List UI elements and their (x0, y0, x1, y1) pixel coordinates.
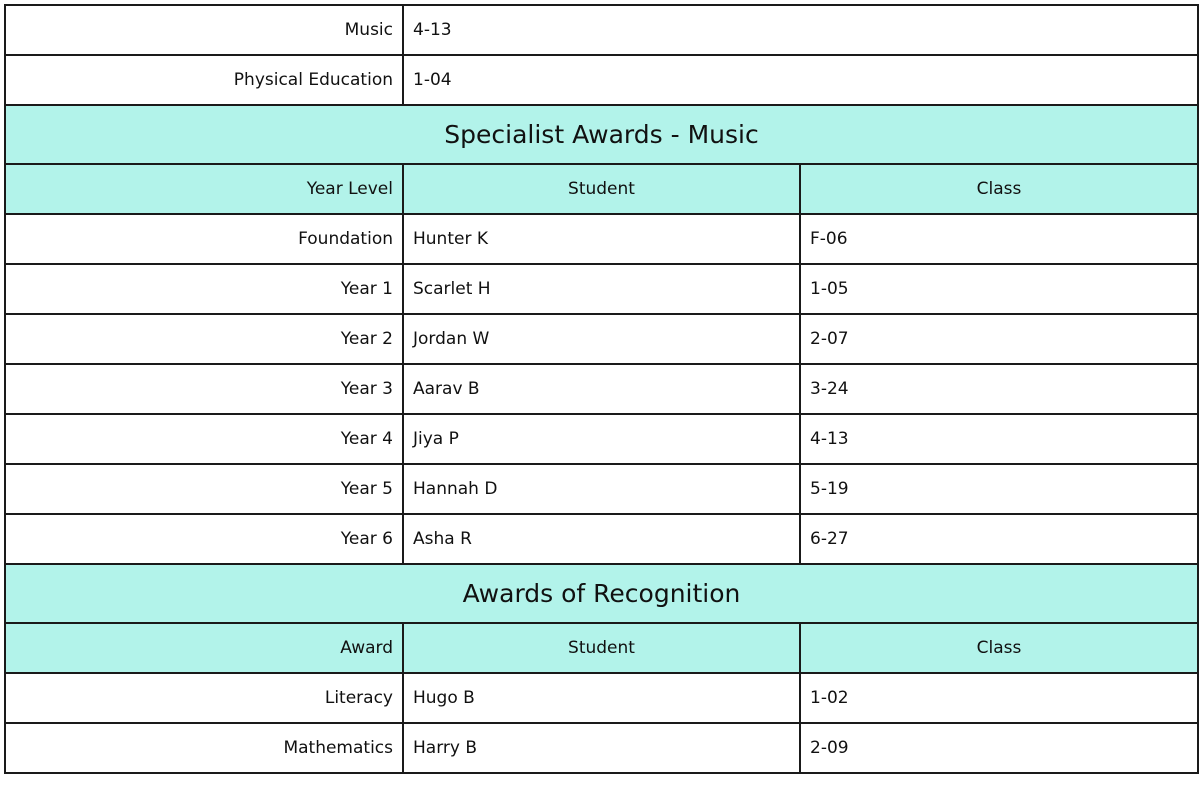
year-level-cell: Year 2 (5, 314, 403, 364)
class-cell: 2-07 (800, 314, 1198, 364)
student-cell: Hugo B (403, 673, 800, 723)
year-level-cell: Year 6 (5, 514, 403, 564)
column-header-class: Class (800, 164, 1198, 214)
section-header-specialist-music (5, 105, 1198, 164)
student-cell: Jiya P (403, 414, 800, 464)
award-cell: Mathematics (5, 723, 403, 773)
student-cell: Aarav B (403, 364, 800, 414)
year-level-cell: Year 5 (5, 464, 403, 514)
class-cell: 1-02 (800, 673, 1198, 723)
class-cell: 6-27 (800, 514, 1198, 564)
column-header-student: Student (403, 164, 800, 214)
table-row (5, 5, 1198, 55)
column-header-year-level: Year Level (5, 164, 403, 214)
table-row (5, 514, 1198, 564)
table-row (5, 364, 1198, 414)
column-header-class: Class (800, 623, 1198, 673)
student-cell: Hannah D (403, 464, 800, 514)
table-row (5, 673, 1198, 723)
class-cell: 2-09 (800, 723, 1198, 773)
class-cell: 3-24 (800, 364, 1198, 414)
section-header-recognition (5, 564, 1198, 623)
column-header-student: Student (403, 623, 800, 673)
subject-class: 4-13 (403, 5, 1198, 55)
year-level-cell: Year 3 (5, 364, 403, 414)
year-level-cell: Foundation (5, 214, 403, 264)
class-cell: F-06 (800, 214, 1198, 264)
year-level-cell: Year 4 (5, 414, 403, 464)
year-level-cell: Year 1 (5, 264, 403, 314)
subject-label: Physical Education (5, 55, 403, 105)
table-row (5, 464, 1198, 514)
section-title: Specialist Awards - Music (5, 105, 1198, 164)
table-row (5, 314, 1198, 364)
section-title: Awards of Recognition (5, 564, 1198, 623)
subject-class: 1-04 (403, 55, 1198, 105)
student-cell: Scarlet H (403, 264, 800, 314)
award-cell: Literacy (5, 673, 403, 723)
awards-table (4, 4, 1199, 774)
student-cell: Asha R (403, 514, 800, 564)
student-cell: Jordan W (403, 314, 800, 364)
class-cell: 4-13 (800, 414, 1198, 464)
column-header-award: Award (5, 623, 403, 673)
table-row (5, 55, 1198, 105)
class-cell: 5-19 (800, 464, 1198, 514)
table-row (5, 414, 1198, 464)
table-row (5, 264, 1198, 314)
table-row (5, 214, 1198, 264)
column-header-row (5, 623, 1198, 673)
student-cell: Harry B (403, 723, 800, 773)
subject-label: Music (5, 5, 403, 55)
class-cell: 1-05 (800, 264, 1198, 314)
student-cell: Hunter K (403, 214, 800, 264)
table-row (5, 723, 1198, 773)
column-header-row (5, 164, 1198, 214)
